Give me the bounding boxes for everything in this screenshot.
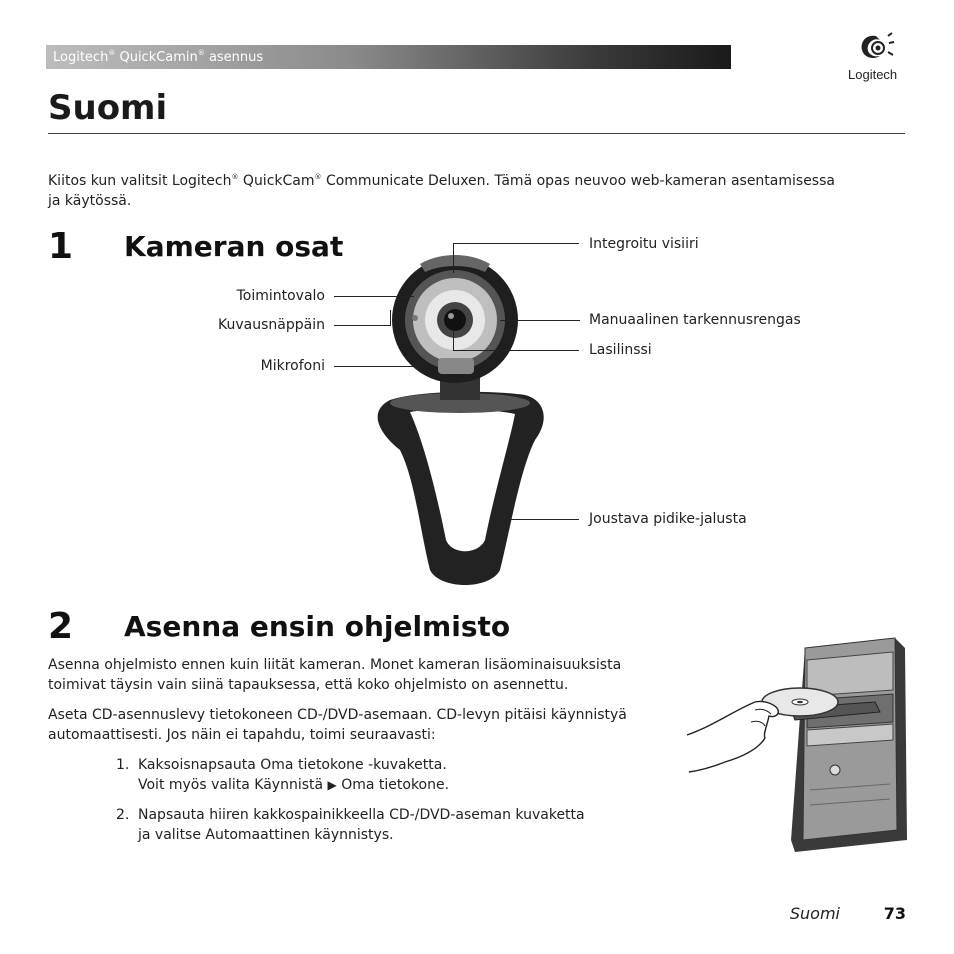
webcam-illustration (360, 240, 560, 590)
label-kuvausnappain: Kuvausnäppäin (218, 317, 325, 333)
leader-lasilinssi-h (453, 350, 579, 351)
intro-paragraph: Kiitos kun valitsit Logitech® QuickCam® Communicate Deluxen. Tämä opas neuvoo web-kameran asentamisessa ja käytössä. (48, 173, 835, 209)
logitech-eye-icon (856, 30, 896, 66)
computer-cd-illustration (685, 630, 910, 855)
logo-text: Logitech (848, 67, 898, 82)
leader-jalusta (495, 519, 579, 520)
label-toimintovalo: Toimintovalo (236, 288, 325, 304)
section2-heading: Asenna ensin ohjelmisto (124, 610, 511, 643)
section1-heading: Kameran osat (124, 230, 344, 263)
leader-integroitu-v (453, 243, 454, 273)
header-text: Logitech® QuickCamin® asennus (53, 49, 264, 65)
label-mikrofoni: Mikrofoni (260, 358, 325, 374)
leader-integroitu-h (453, 243, 579, 244)
footer-language: Suomi (789, 904, 840, 923)
label-jalusta: Joustava pidike-jalusta (589, 511, 747, 527)
label-integroitu-visiiri: Integroitu visiiri (589, 236, 699, 252)
leader-toimintovalo (334, 296, 414, 297)
arrow-right-icon: ▶ (327, 778, 337, 792)
leader-mikrofoni (334, 366, 420, 367)
leader-kuvausnappain (334, 325, 390, 326)
leader-kuvausnappain-v (390, 310, 391, 326)
section2-number: 2 (48, 606, 74, 647)
section2-paragraph1: Asenna ohjelmisto ennen kuin liität kameran. Monet kameran lisäominaisuuksista toimivat täysin vain siinä tapauksessa, että koko ohjelmisto on asennettu. (48, 657, 622, 693)
page-number: 73 (883, 904, 906, 923)
list-item: 2. Napsauta hiiren kakkospainikkeella CD-/DVD-aseman kuvaketta ja valitse Automaattinen käynnistys. (116, 807, 585, 843)
leader-tarkennusrengas (500, 320, 580, 321)
label-tarkennusrengas: Manuaalinen tarkennusrengas (589, 312, 801, 328)
logitech-logo (846, 30, 908, 86)
page-title: Suomi (48, 88, 168, 128)
label-lasilinssi: Lasilinssi (589, 342, 652, 358)
section1-number: 1 (48, 226, 74, 267)
section2-paragraph2: Aseta CD-asennuslevy tietokoneen CD-/DVD-asemaan. CD-levyn pitäisi käynnistyä automaattisesti. Jos näin ei tapahdu, toimi seuraavasti: (48, 707, 627, 743)
title-divider (48, 133, 905, 134)
install-steps-list (116, 755, 676, 845)
list-item: 1. Kaksoisnapsauta Oma tietokone -kuvaketta. Voit myös valita Käynnistä ▶ Oma tietokone. (116, 757, 450, 793)
leader-lasilinssi-v (453, 330, 454, 350)
